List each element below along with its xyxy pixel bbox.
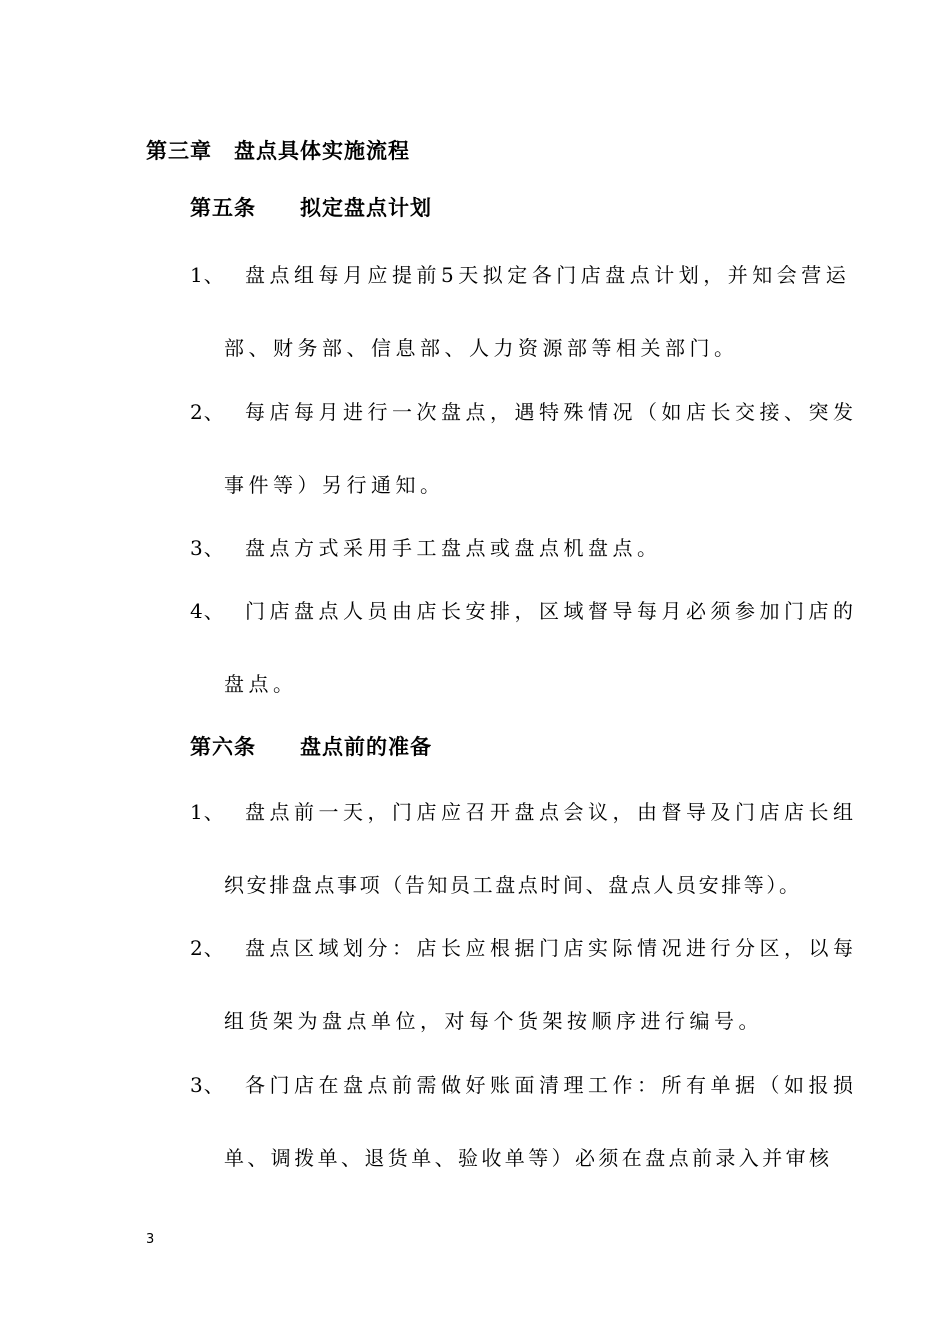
item-text-continued: 织安排盘点事项（告知员工盘点时间、盘点人员安排等）。 [224, 873, 802, 897]
article-label: 第六条 [190, 734, 256, 759]
item-text-continued: 事件等）另行通知。 [224, 473, 445, 497]
item-text-continued: 部、财务部、信息部、人力资源部等相关部门。 [224, 336, 739, 360]
item-text: 各门店在盘点前需做好账面清理工作：所有单据（如报损 [245, 1073, 858, 1097]
item-text-continued: 单、调拨单、退货单、验收单等）必须在盘点前录入并审核 [224, 1146, 833, 1170]
article-label: 第五条 [190, 195, 256, 220]
item-text: 盘点方式采用手工盘点或盘点机盘点。 [245, 536, 662, 560]
item-number: 2、 [190, 936, 225, 960]
chapter-title: 第三章 盘点具体实施流程 [146, 138, 410, 163]
item-number: 1、 [190, 800, 225, 824]
item-text: 门店盘点人员由店长安排，区域督导每月必须参加门店的 [245, 599, 858, 623]
page-number: 3 [146, 1232, 155, 1247]
item-number: 2、 [190, 400, 225, 424]
item-text: 盘点区域划分：店长应根据门店实际情况进行分区，以每 [245, 936, 858, 960]
item-number: 3、 [190, 1073, 225, 1097]
item-text: 盘点前一天，门店应召开盘点会议，由督导及门店店长组 [245, 800, 858, 824]
article-heading: 拟定盘点计划 [300, 195, 432, 220]
item-number: 3、 [190, 536, 225, 560]
item-number: 1、 [190, 263, 225, 287]
article-title [190, 192, 432, 222]
item-text: 每店每月进行一次盘点，遇特殊情况（如店长交接、突发 [245, 400, 858, 424]
item-number: 4、 [190, 599, 225, 623]
article-heading: 盘点前的准备 [300, 734, 432, 759]
item-text: 盘点组每月应提前5天拟定各门店盘点计划，并知会营运 [245, 263, 851, 287]
item-text-continued: 组货架为盘点单位，对每个货架按顺序进行编号。 [224, 1009, 763, 1033]
item-text-continued: 盘点。 [224, 672, 298, 696]
article-title [190, 731, 432, 761]
